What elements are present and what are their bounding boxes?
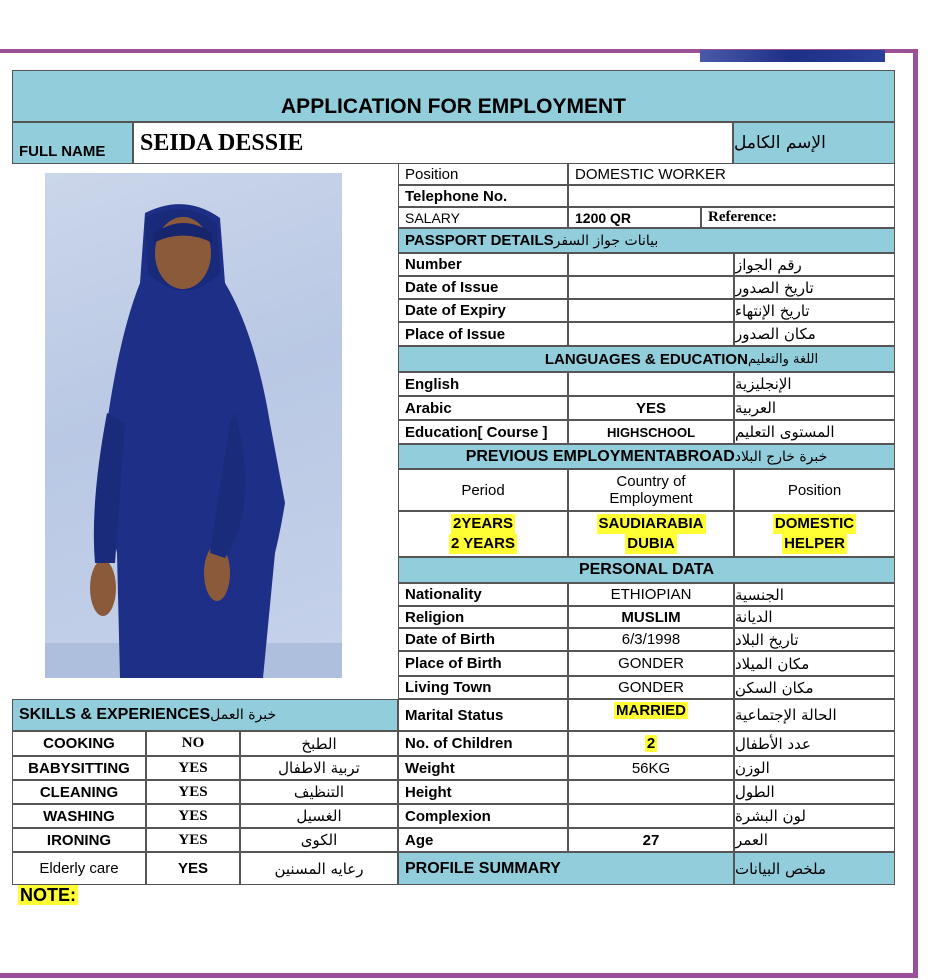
living-town-label: Living Town — [398, 676, 568, 699]
full-name-label: FULL NAME — [12, 122, 133, 164]
previous-employment-header-en: PREVIOUS EMPLOYMENTABROAD — [465, 447, 735, 465]
education-label: Education[ Course ] — [398, 420, 568, 444]
skill-cooking-label-ar: الطبخ — [240, 731, 398, 756]
applicant-photo — [45, 173, 342, 678]
languages-header-en: LANGUAGES & EDUCATION — [544, 350, 748, 368]
nationality-label: Nationality — [398, 583, 568, 606]
place-of-birth-label-ar: مكان الميلاد — [734, 651, 895, 676]
skill-babysitting-value: YES — [146, 756, 240, 780]
children-value: 2 — [646, 735, 656, 752]
height-value — [568, 780, 734, 804]
languages-header — [398, 346, 895, 372]
full-name-label-ar: الإسم الكامل — [733, 122, 895, 164]
salary-value: 1200 QR — [568, 207, 701, 228]
date-of-birth-label: Date of Birth — [398, 628, 568, 651]
country-column-header — [568, 469, 734, 511]
skill-cleaning-label: CLEANING — [12, 780, 146, 804]
marital-status-cell — [568, 699, 734, 731]
arabic-label-ar: العربية — [734, 396, 895, 420]
place-of-issue-label: Place of Issue — [398, 322, 568, 346]
skill-ironing-label: IRONING — [12, 828, 146, 852]
employment-country-1: SAUDIARABIA — [598, 515, 704, 532]
skill-elderly-care-label: Elderly care — [12, 852, 146, 885]
passport-header-en: PASSPORT DETAILS — [405, 232, 554, 249]
salary-label: SALARY — [398, 207, 568, 228]
age-label-ar: العمر — [734, 828, 895, 852]
date-of-birth-label-ar: تاريخ البلاد — [734, 628, 895, 651]
full-name-value: SEIDA DESSIE — [133, 122, 733, 164]
place-of-birth-label: Place of Birth — [398, 651, 568, 676]
profile-summary-label-ar: ملخص البيانات — [734, 852, 895, 885]
marital-status-label: Marital Status — [398, 699, 568, 731]
complexion-label: Complexion — [398, 804, 568, 828]
date-of-expiry-label: Date of Expiry — [398, 299, 568, 322]
children-label-ar: عدد الأطفال — [734, 731, 895, 756]
complexion-value — [568, 804, 734, 828]
employment-position-2: HELPER — [784, 535, 845, 552]
skill-cooking-label: COOKING — [12, 731, 146, 756]
age-label: Age — [398, 828, 568, 852]
employment-position-1: DOMESTIC — [774, 515, 855, 532]
nationality-value: ETHIOPIAN — [568, 583, 734, 606]
weight-label-ar: الوزن — [734, 756, 895, 780]
applicant-figure — [45, 173, 342, 678]
employment-position-cell — [734, 511, 895, 557]
position-column-header: Position — [734, 469, 895, 511]
skill-cleaning-label-ar: التنظيف — [240, 780, 398, 804]
skill-ironing-label-ar: الكوى — [240, 828, 398, 852]
living-town-value: GONDER — [568, 676, 734, 699]
skill-elderly-care-value: YES — [146, 852, 240, 885]
education-label-ar: المستوى التعليم — [734, 420, 895, 444]
date-of-birth-value: 6/3/1998 — [568, 628, 734, 651]
height-label: Height — [398, 780, 568, 804]
profile-summary-label: PROFILE SUMMARY — [398, 852, 734, 885]
position-value: DOMESTIC WORKER — [568, 163, 895, 185]
marital-status-value: MARRIED — [616, 702, 686, 719]
country-column-header-line2: Employment — [609, 490, 693, 507]
english-label-ar: الإنجليزية — [734, 372, 895, 396]
employment-country-2: DUBIA — [627, 535, 675, 552]
religion-value: MUSLIM — [568, 606, 734, 628]
skill-ironing-value: YES — [146, 828, 240, 852]
date-of-issue-label: Date of Issue — [398, 276, 568, 299]
passport-header — [398, 228, 895, 253]
children-cell — [568, 731, 734, 756]
employment-country-cell — [568, 511, 734, 557]
skill-cooking-value: NO — [146, 731, 240, 756]
date-of-issue-value — [568, 276, 734, 299]
date-of-issue-label-ar: تاريخ الصدور — [734, 276, 895, 299]
languages-header-ar: اللغة والتعليم — [747, 351, 819, 367]
employment-period-2: 2 YEARS — [451, 535, 515, 552]
previous-employment-header-ar: خبرة خارج البلاد — [734, 448, 828, 465]
date-of-expiry-label-ar: تاريخ الإنتهاء — [734, 299, 895, 322]
telephone-label: Telephone No. — [398, 185, 568, 207]
passport-number-value — [568, 253, 734, 276]
passport-number-label-ar: رقم الجواز — [734, 253, 895, 276]
passport-header-ar: بيانات جواز السفر — [553, 232, 659, 249]
complexion-label-ar: لون البشرة — [734, 804, 895, 828]
place-of-birth-value: GONDER — [568, 651, 734, 676]
employment-period-1: 2YEARS — [452, 515, 514, 532]
skill-washing-label: WASHING — [12, 804, 146, 828]
employment-period-cell — [398, 511, 568, 557]
english-value — [568, 372, 734, 396]
skill-washing-label-ar: الغسيل — [240, 804, 398, 828]
reference-label: Reference: — [701, 207, 895, 228]
weight-label: Weight — [398, 756, 568, 780]
education-value: HIGHSCHOOL — [568, 420, 734, 444]
religion-label-ar: الديانة — [734, 606, 895, 628]
position-label: Position — [398, 163, 568, 185]
nationality-label-ar: الجنسية — [734, 583, 895, 606]
place-of-issue-label-ar: مكان الصدور — [734, 322, 895, 346]
skills-header — [12, 699, 398, 731]
height-label-ar: الطول — [734, 780, 895, 804]
religion-label: Religion — [398, 606, 568, 628]
arabic-value: YES — [568, 396, 734, 420]
skills-header-en: SKILLS & EXPERIENCES — [19, 706, 211, 723]
children-label: No. of Children — [398, 731, 568, 756]
english-label: English — [398, 372, 568, 396]
form-title: APPLICATION FOR EMPLOYMENT — [12, 70, 895, 122]
previous-employment-header — [398, 444, 895, 469]
skill-washing-value: YES — [146, 804, 240, 828]
top-photo-fragment — [700, 50, 885, 62]
age-value: 27 — [568, 828, 734, 852]
arabic-label: Arabic — [398, 396, 568, 420]
skill-elderly-care-label-ar: رعايه المسنين — [240, 852, 398, 885]
weight-value: 56KG — [568, 756, 734, 780]
note-label-text: NOTE: — [20, 885, 76, 905]
skills-header-ar: خبرة العمل — [210, 707, 277, 723]
place-of-issue-value — [568, 322, 734, 346]
country-column-header-line1: Country of — [616, 473, 686, 490]
period-column-header: Period — [398, 469, 568, 511]
marital-status-label-ar: الحالة الإجتماعية — [734, 699, 895, 731]
skill-cleaning-value: YES — [146, 780, 240, 804]
passport-number-label: Number — [398, 253, 568, 276]
skill-babysitting-label-ar: تربية الاطفال — [240, 756, 398, 780]
living-town-label-ar: مكان السكن — [734, 676, 895, 699]
date-of-expiry-value — [568, 299, 734, 322]
skill-babysitting-label: BABYSITTING — [12, 756, 146, 780]
telephone-value — [568, 185, 895, 207]
note-label — [18, 885, 78, 906]
personal-data-header: PERSONAL DATA — [398, 557, 895, 583]
